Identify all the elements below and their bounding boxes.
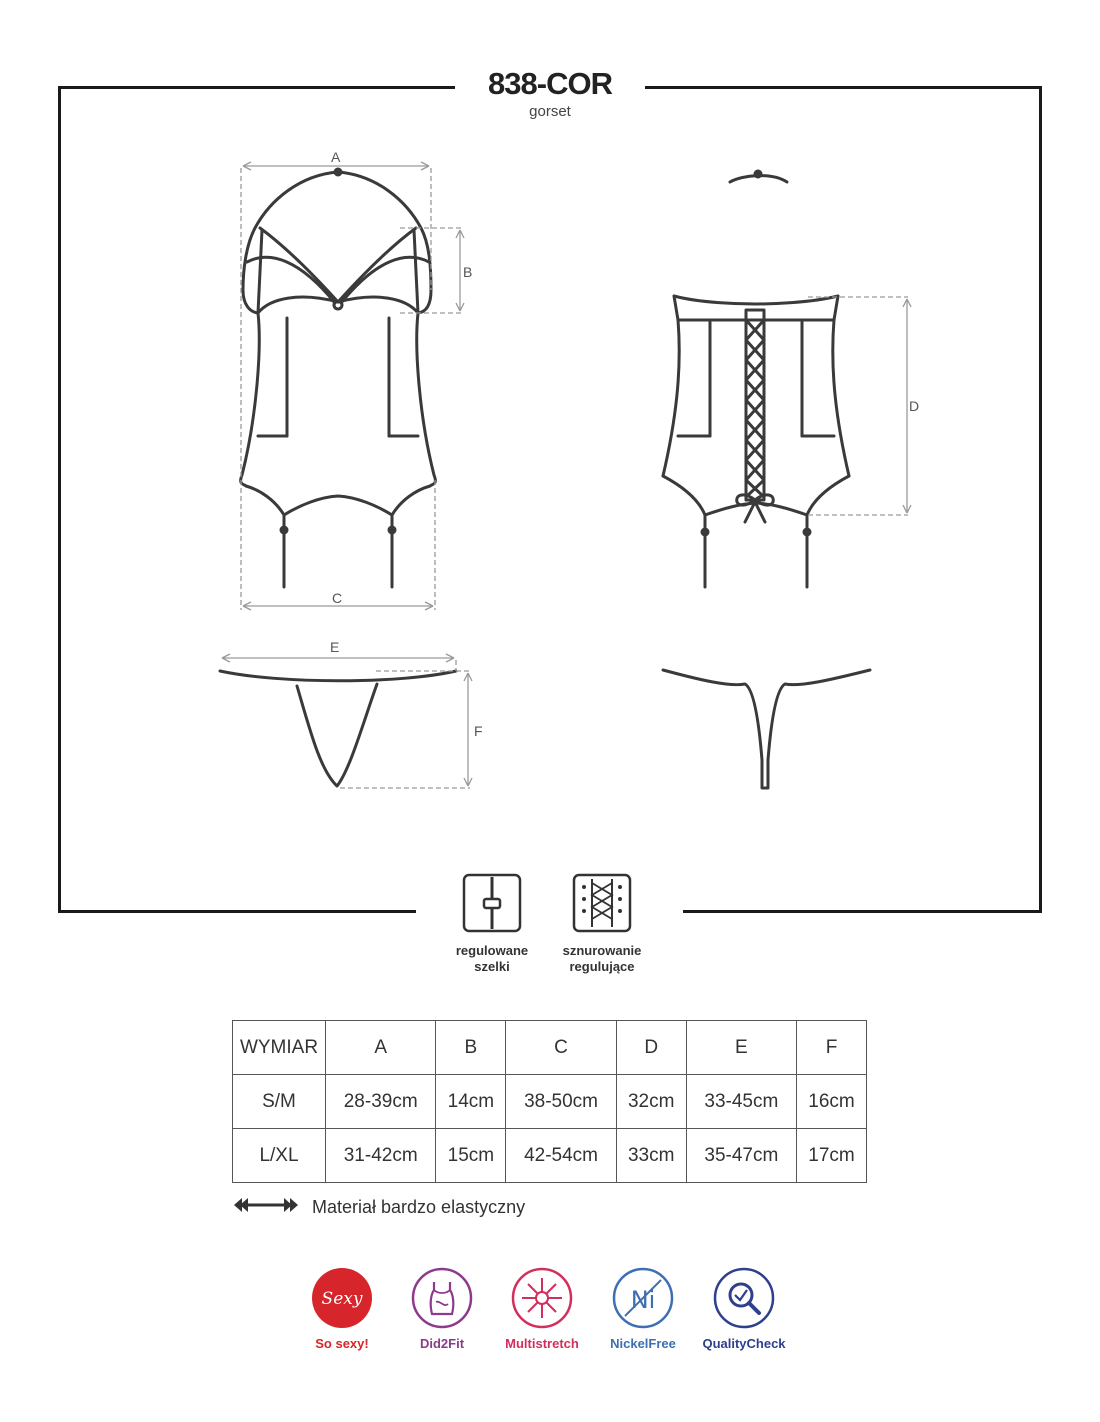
- table-header: D: [616, 1021, 686, 1075]
- badge-label: NickelFree: [610, 1336, 676, 1351]
- table-header: E: [686, 1021, 796, 1075]
- corset-back-drawing: [663, 171, 849, 587]
- table-cell: 42-54cm: [506, 1129, 616, 1183]
- table-cell: 16cm: [797, 1075, 867, 1129]
- table-header: WYMIAR: [233, 1021, 326, 1075]
- svg-text:Ni: Ni: [630, 1286, 656, 1314]
- feature-lacing: [542, 873, 662, 975]
- table-header: B: [436, 1021, 506, 1075]
- nickelfree-icon: [611, 1266, 675, 1330]
- badge-label: So sexy!: [315, 1336, 369, 1351]
- dimension-label-e: E: [330, 639, 340, 655]
- dimension-label-d: D: [909, 398, 920, 414]
- dimension-label-b: B: [463, 264, 473, 280]
- table-header: C: [506, 1021, 616, 1075]
- badge-label: Did2Fit: [419, 1336, 465, 1351]
- table-cell: S/M: [233, 1075, 326, 1129]
- feature-label-straps: regulowane szelki: [455, 943, 529, 974]
- material-note: [232, 1195, 525, 1219]
- feature-adjustable-straps: [432, 873, 552, 975]
- table-cell: L/XL: [233, 1129, 326, 1183]
- table-header-row: [233, 1021, 867, 1075]
- table-cell: 33cm: [616, 1129, 686, 1183]
- table-cell: 33-45cm: [686, 1075, 796, 1129]
- badge-so-sexy: [292, 1266, 392, 1351]
- thong-front-drawing: [220, 671, 456, 786]
- table-cell: 31-42cm: [326, 1129, 436, 1183]
- badge-label: Multistretch: [505, 1336, 579, 1351]
- sexy-icon: [310, 1266, 374, 1330]
- table-cell: 35-47cm: [686, 1129, 796, 1183]
- feature-label-lacing: sznurowanie regulujące: [562, 943, 642, 974]
- badge-multistretch: [492, 1266, 592, 1351]
- badge-qualitycheck: [694, 1266, 794, 1351]
- table-cell: 38-50cm: [506, 1075, 616, 1129]
- table-cell: 15cm: [436, 1129, 506, 1183]
- dimension-label-a: A: [331, 149, 341, 165]
- table-row: [233, 1129, 867, 1183]
- table-header: F: [797, 1021, 867, 1075]
- size-table: [232, 1020, 867, 1183]
- product-code: 838-COR: [488, 66, 612, 101]
- material-note-text: Materiał bardzo elastyczny: [312, 1196, 526, 1217]
- thong-back-drawing: [663, 670, 870, 788]
- table-cell: 32cm: [616, 1075, 686, 1129]
- corset-front-drawing: [241, 169, 436, 587]
- dimension-label-f: F: [474, 723, 483, 739]
- lacing-icon: [572, 873, 632, 933]
- badge-label: QualityCheck: [702, 1336, 786, 1351]
- frame-bottom-left: [58, 910, 416, 913]
- qualitycheck-icon: [712, 1266, 776, 1330]
- adjustable-straps-icon: [462, 873, 522, 933]
- badge-nickelfree: [593, 1266, 693, 1351]
- table-row: [233, 1075, 867, 1129]
- table-cell: 14cm: [436, 1075, 506, 1129]
- table-cell: 28-39cm: [326, 1075, 436, 1129]
- table-header: A: [326, 1021, 436, 1075]
- frame-bottom-right: [683, 910, 1042, 913]
- dimension-label-c: C: [332, 590, 343, 606]
- did2fit-icon: [410, 1266, 474, 1330]
- stretch-arrows-icon: [232, 1195, 300, 1220]
- badge-did2fit: [392, 1266, 492, 1351]
- product-type: gorset: [529, 103, 571, 120]
- multistretch-icon: [510, 1266, 574, 1330]
- table-cell: 17cm: [797, 1129, 867, 1183]
- svg-text:Sexy: Sexy: [321, 1289, 363, 1309]
